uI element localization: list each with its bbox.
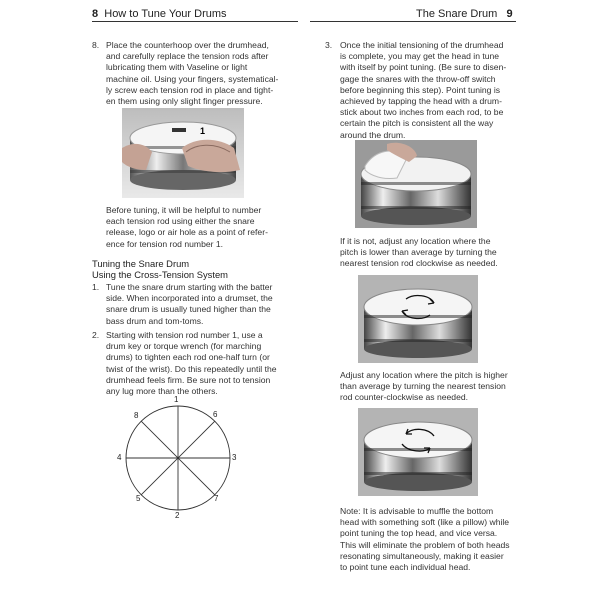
before-tuning-text: Before tuning, it will be helpful to number each tension rod using either the snare release, logo or air hole as a point of refer- ence for tension rod number 1. [106, 205, 268, 249]
photo-counter-clockwise [358, 408, 478, 496]
left-page-header [92, 8, 227, 20]
lug-label-3: 3 [232, 453, 237, 462]
tension-rod-1-label: 1 [200, 126, 206, 136]
lug-label-2: 2 [175, 511, 180, 520]
left-header-rule [92, 21, 298, 22]
photo-counterhoop [122, 108, 244, 198]
lower-pitch-text: If it is not, adjust any location where the pitch is lower than average by turning the nearest tension rod clockwise as needed. [340, 236, 498, 269]
lug-label-1: 1 [174, 395, 179, 404]
cross-tension-diagram [116, 396, 240, 520]
section-subheading: Tuning the Snare Drum Using the Cross-Tension System [92, 258, 228, 280]
photo-point-tuning-tap [355, 140, 477, 228]
higher-pitch-text: Adjust any location where the pitch is higher than average by turning the nearest tension rod counter-clockwise as needed. [340, 370, 508, 403]
left-page-title: How to Tune Your Drums [104, 8, 227, 20]
lug-label-6: 6 [213, 410, 218, 419]
right-page-header [416, 8, 513, 20]
note-text: Note: It is advisable to muffle the bottom head with something soft (like a pillow) while point tuning the top head, and vice versa. This will eliminate the problem of both heads resonating simultaneously, making it easier to point tune each individual head. [340, 506, 510, 573]
step-2-number: 2. [92, 330, 100, 340]
lug-label-4: 4 [117, 453, 122, 462]
left-page-number: 8 [92, 8, 99, 20]
right-page-number: 9 [506, 8, 513, 20]
step-1-number: 1. [92, 282, 100, 292]
lug-label-5: 5 [136, 494, 141, 503]
step-1-text: Tune the snare drum starting with the batter side. When incorporated into a drumset, the snare drum is usually tuned higher than the bass drum and tom-toms. [106, 282, 273, 326]
right-header-rule [310, 21, 516, 22]
step-8-number: 8. [92, 40, 100, 50]
lug-label-7: 7 [214, 494, 219, 503]
photo-clockwise [358, 275, 478, 363]
right-page-title: The Snare Drum [416, 8, 498, 20]
step-3-number: 3. [325, 40, 333, 50]
step-2-text: Starting with tension rod number 1, use a drum key or torque wrench (for marching drums) to tighten each rod one-half turn (or twist of the wrist). Do this repeatedly until the drumhead feels firm. Be sure not to tension any lug more than the others. [106, 330, 277, 397]
lug-label-8: 8 [134, 411, 139, 420]
step-8-text: Place the counterhoop over the drumhead, and carefully replace the tension rods after lubricating them with Vaseline or light machine oil. Using your fingers, systematical- ly screw each tension rod in place and tight- en them using only slight finger pressure. [106, 40, 279, 107]
step-3-text: Once the initial tensioning of the drumhead is complete, you may get the head in tune with itself by point tuning. (Be sure to disen- gage the snares with the throw-off switch before beginning this step). Point tuning is achieved by tapping the head with a drum- stick about two inches from each rod, to be certain the pitch is consistent all the way around the drum. [340, 40, 507, 140]
